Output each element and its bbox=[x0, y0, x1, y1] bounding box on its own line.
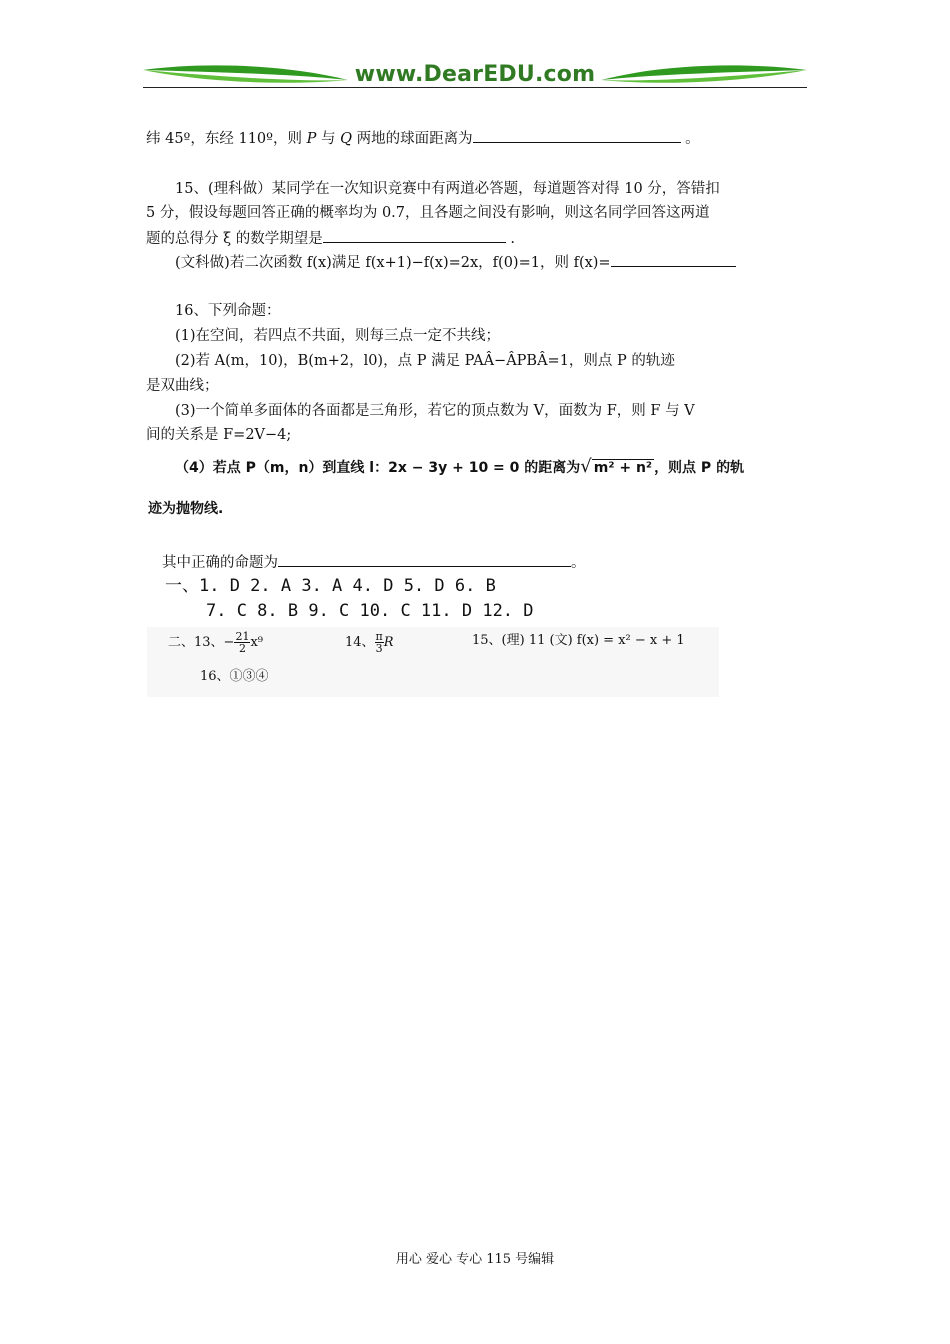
q15-line-3-text: 题的总得分 ξ 的数学期望是 bbox=[146, 231, 323, 247]
q16-prop-4a-text: （4）若点 P（m，n）到直线 l：2x − 3y + 10 = 0 的距离为 bbox=[175, 460, 581, 476]
answer-14-variable: R bbox=[383, 635, 394, 650]
q15-line-3 bbox=[146, 228, 515, 248]
q15-wen-answer-blank[interactable] bbox=[611, 252, 736, 267]
q16-prop-4b: 迹为抛物线. bbox=[148, 501, 224, 517]
q16-answer-blank[interactable] bbox=[278, 552, 571, 567]
answer-13-numerator: 21 bbox=[235, 630, 250, 643]
answer-16: 16、①③④ bbox=[200, 669, 269, 684]
q15-line-2: 5 分，假设每题回答正确的概率均为 0.7，且各题之间没有影响，则这名同学回答这两道 bbox=[146, 205, 710, 221]
q15-line-1: 15、(理科做）某同学在一次知识竞赛中有两道必答题，每道题答对得 10 分，答错扣 bbox=[175, 181, 720, 197]
answer-13-label: 二、13、 bbox=[168, 635, 224, 650]
q16-prop-4a bbox=[175, 458, 744, 477]
q16-intro: 16、下列命题： bbox=[175, 303, 281, 319]
q15-line-4 bbox=[175, 252, 736, 272]
answer-14-denominator: 3 bbox=[375, 642, 383, 655]
q14-text-c: 两地的球面距离为 bbox=[351, 131, 473, 147]
q16-prop-3b: 间的关系是 F=2V−4; bbox=[146, 427, 292, 443]
site-logo-text: www.DearEDU.com bbox=[354, 62, 596, 87]
q16-prop-4a-tail: ，则点 P 的轨 bbox=[654, 460, 745, 476]
point-q: Q bbox=[340, 131, 352, 147]
point-p: P bbox=[306, 131, 317, 147]
answer-13-denominator: 2 bbox=[238, 642, 246, 655]
answer-14-fraction bbox=[375, 631, 384, 654]
q16-prop-1: (1)在空间，若四点不共面，则每三点一定不共线； bbox=[175, 328, 501, 344]
answer-13-sign: − bbox=[223, 635, 235, 650]
q16-closing-end: 。 bbox=[571, 555, 586, 571]
q16-prop-3a: (3)一个简单多面体的各面都是三角形，若它的顶点数为 V，面数为 F，则 F 与 V bbox=[175, 403, 695, 419]
answers-row-1: 一、1. D 2. A 3. A 4. D 5. D 6. B bbox=[165, 576, 496, 596]
q16-sqrt-radicand: m² + n² bbox=[593, 460, 653, 476]
answers-row-2: 7. C 8. B 9. C 10. C 11. D 12. D bbox=[206, 601, 534, 621]
answer-14 bbox=[345, 631, 394, 654]
header-divider bbox=[143, 87, 807, 88]
answer-14-label: 14、 bbox=[345, 635, 375, 650]
q15-line-3-end: . bbox=[505, 231, 515, 247]
q16-closing-text: 其中正确的命题为 bbox=[162, 555, 278, 571]
answer-13-variable: x⁹ bbox=[250, 635, 263, 650]
q15-line-4-text: (文科做)若二次函数 f(x)满足 f(x+1)−f(x)=2x，f(0)=1，则 f(x)= bbox=[175, 255, 611, 271]
q16-prop-2b: 是双曲线； bbox=[146, 378, 219, 394]
q14-text-b: 与 bbox=[316, 131, 341, 147]
page-footer: 用心 爱心 专心 115 号编辑 bbox=[395, 1252, 555, 1267]
q14-text-a: 纬 45º，东经 110º，则 bbox=[146, 131, 307, 147]
q14-answer-blank[interactable] bbox=[473, 128, 681, 143]
answer-15: 15、(理) 11 (文) f(x) = x² − x + 1 bbox=[472, 633, 685, 648]
q16-prop-2a: (2)若 A(m，10)，B(m+2，l0)，点 P 满足 PAÂ−ÂPBÂ=1，则点 P 的轨迹 bbox=[175, 353, 675, 369]
answer-14-numerator: π bbox=[375, 630, 383, 643]
q16-closing bbox=[162, 552, 586, 572]
q14-end: 。 bbox=[680, 131, 700, 147]
sqrt-icon: √ bbox=[580, 456, 592, 477]
answer-13 bbox=[168, 631, 263, 654]
answer-13-fraction bbox=[234, 631, 250, 654]
q15-answer-blank[interactable] bbox=[323, 228, 506, 243]
q14-tail-line bbox=[146, 128, 700, 148]
